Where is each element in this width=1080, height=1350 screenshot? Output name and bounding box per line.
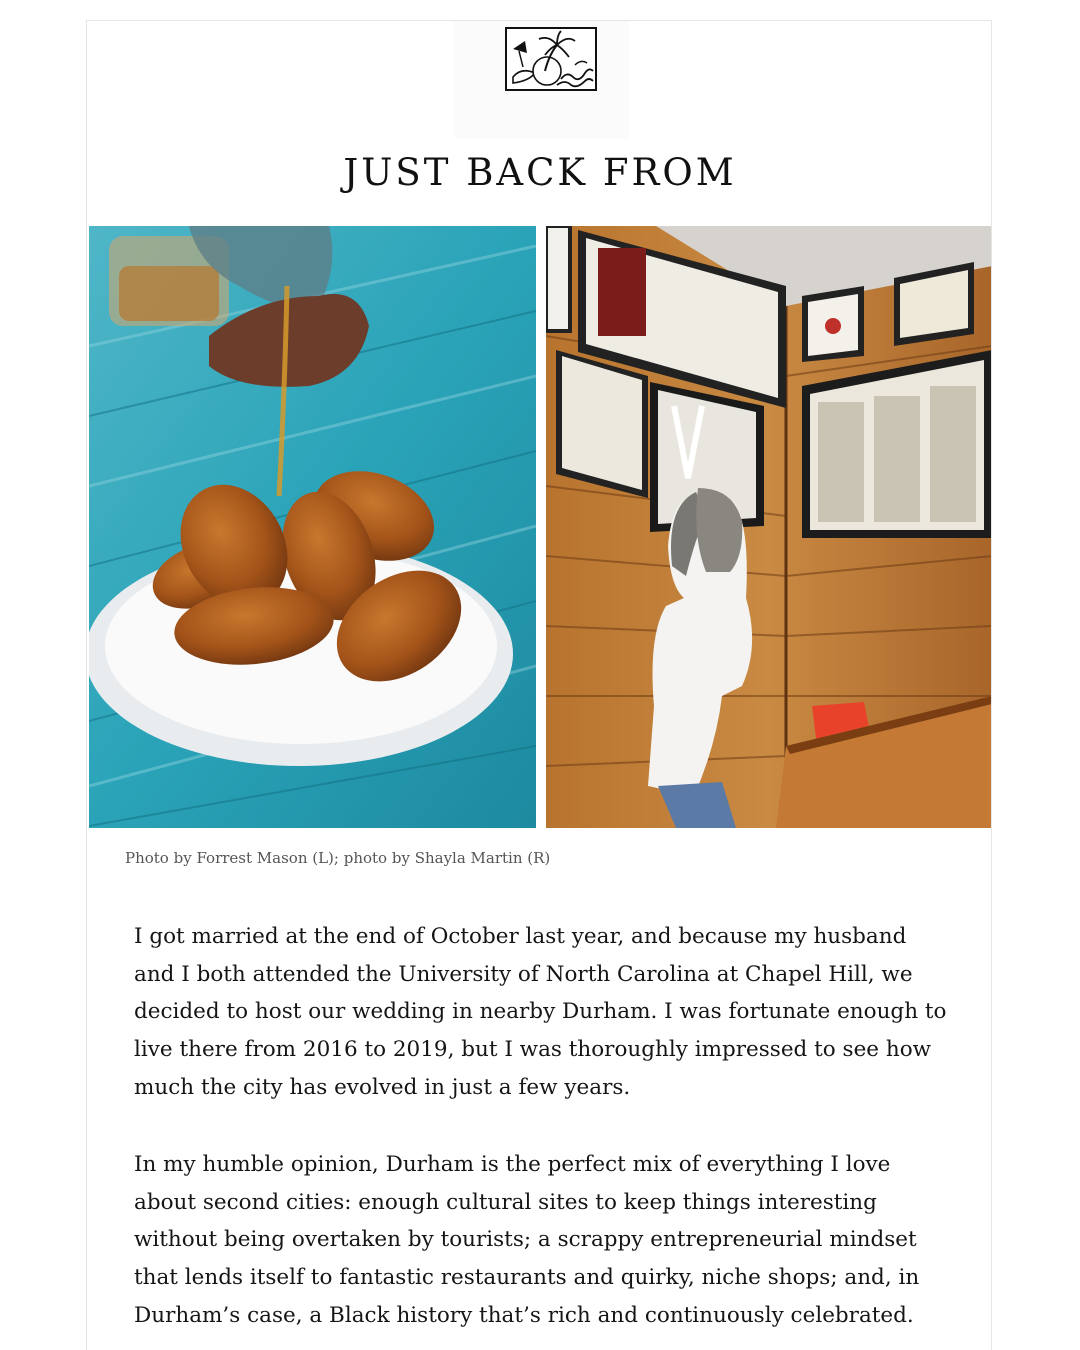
palm-tree-wave-icon <box>505 27 597 91</box>
fried-croquettes-honey-photo <box>89 226 536 828</box>
article-paragraph-1: I got married at the end of October last year, and because my husband and I both attended the University of North Carolina at Chapel Hill, we decided to host our wedding in nearby Durham. I was fortunate enough to live there from 2016 to 2019, but I was thoroughly impressed to see how much the city has evolved in just a few years. <box>134 924 947 1100</box>
right-photo <box>546 226 992 828</box>
left-photo <box>89 226 536 828</box>
photo-caption: Photo by Forrest Mason (L); photo by Shayla Martin (R) <box>125 849 551 867</box>
article-card <box>86 20 992 1350</box>
section-heading: JUST BACK FROM <box>343 151 737 194</box>
article-paragraph-2: In my humble opinion, Durham is the perfect mix of everything I love about second cities: enough cultural sites to keep things interesting without being overtaken by tourists; a scrappy entrepreneurial mindset that lends itself to fantastic restaurants and quirky, niche shops; and, in Durham’s case, a Black history that’s rich and continuously celebrated. <box>134 1152 920 1328</box>
restaurant-wall-framed-articles-photo <box>546 226 992 828</box>
